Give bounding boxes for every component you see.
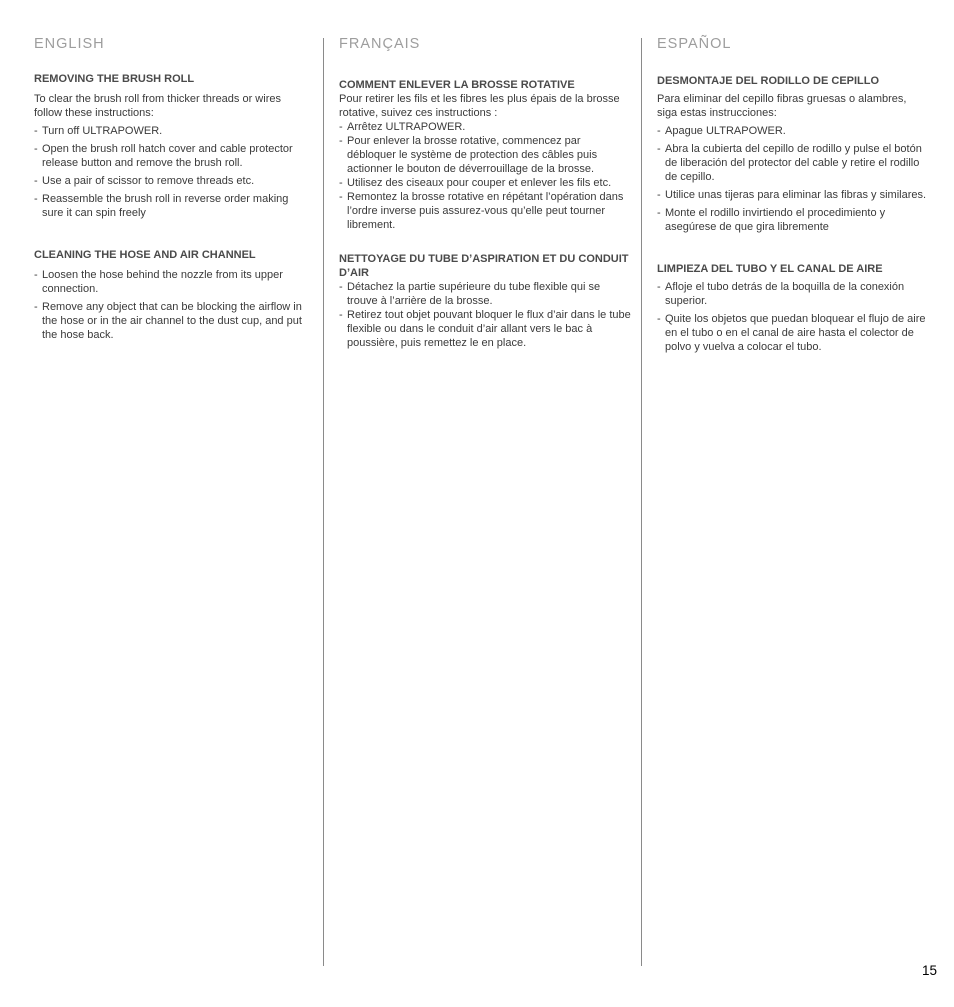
section-intro: Pour retirer les fils et les fibres les plus épais de la brosse rotative, suivez ces instructions : [339,93,620,119]
step-item: - Turn off ULTRAPOWER. [34,124,312,138]
step-item: - Arrêtez ULTRAPOWER. [339,120,631,134]
section-title: NETTOYAGE DU TUBE D’ASPIRATION ET DU CONDUIT D’AIR [339,253,629,279]
column-english [34,36,312,356]
step-list [34,268,312,342]
step-item: - Abra la cubierta del cepillo de rodillo y pulse el botón de liberación del protector del cable y retire el rodillo de cepillo. [657,142,929,184]
section-intro: To clear the brush roll from thicker threads or wires follow these instructions: [34,93,281,119]
page-number: 15 [921,963,937,978]
section-cleaning-hose [34,248,312,342]
step-list [34,124,312,220]
step-list [339,120,631,232]
section-title: CLEANING THE HOSE AND AIR CHANNEL [34,249,256,261]
section-removing-brush-roll [34,72,312,220]
language-heading-spanish: ESPAÑOL [657,36,732,52]
step-item: - Afloje el tubo detrás de la boquilla de la conexión superior. [657,280,929,308]
step-item: - Reassemble the brush roll in reverse order making sure it can spin freely [34,192,312,220]
section-intro: Para eliminar del cepillo fibras gruesas o alambres, siga estas instrucciones: [657,93,907,119]
section-title: COMMENT ENLEVER LA BROSSE ROTATIVE [339,79,575,91]
step-item: - Utilisez des ciseaux pour couper et enlever les fils etc. [339,176,631,190]
section-nettoyage-tube [339,252,631,350]
section-enlever-brosse [339,78,631,232]
step-item: - Retirez tout objet pouvant bloquer le flux d’air dans le tube flexible ou dans le conduit d’air allant vers le bac à poussière, puis remettez le en place. [339,308,631,350]
step-item: - Monte el rodillo invirtiendo el procedimiento y asegúrese de que gira libremente [657,206,929,234]
step-item: - Apague ULTRAPOWER. [657,124,929,138]
step-item: - Utilice unas tijeras para eliminar las fibras y similares. [657,188,929,202]
language-heading-english: ENGLISH [34,36,105,52]
step-item: - Open the brush roll hatch cover and cable protector release button and remove the brush roll. [34,142,312,170]
step-item: - Quite los objetos que puedan bloquear el flujo de aire en el tubo o en el canal de aire hasta el colector de polvo y vuelva a colocar el tubo. [657,312,929,354]
column-french [339,36,631,364]
step-item: - Loosen the hose behind the nozzle from its upper connection. [34,268,312,296]
step-list [657,124,929,234]
step-item: - Remove any object that can be blocking the airflow in the hose or in the air channel to the dust cup, and put the hose back. [34,300,312,342]
language-heading-french: FRANÇAIS [339,36,421,52]
section-limpieza-tubo [657,262,929,354]
column-spanish [657,36,929,368]
section-title: DESMONTAJE DEL RODILLO DE CEPILLO [657,75,880,87]
section-title: LIMPIEZA DEL TUBO Y EL CANAL DE AIRE [657,263,883,275]
step-item: - Remontez la brosse rotative en répétant l’opération dans l’ordre inverse puis assurez-vous qu’elle peut tourner librement. [339,190,631,232]
step-item: - Pour enlever la brosse rotative, commencez par débloquer le système de protection des câbles puis actionner le bouton de déverrouillage de la brosse. [339,134,631,176]
step-item: - Use a pair of scissor to remove threads etc. [34,174,312,188]
step-list [339,280,631,350]
step-item: - Détachez la partie supérieure du tube flexible qui se trouve à l’arrière de la brosse. [339,280,631,308]
section-desmontaje-rodillo [657,74,929,234]
step-list [657,280,929,354]
column-divider [323,38,324,966]
column-divider [641,38,642,966]
section-title: REMOVING THE BRUSH ROLL [34,73,195,85]
